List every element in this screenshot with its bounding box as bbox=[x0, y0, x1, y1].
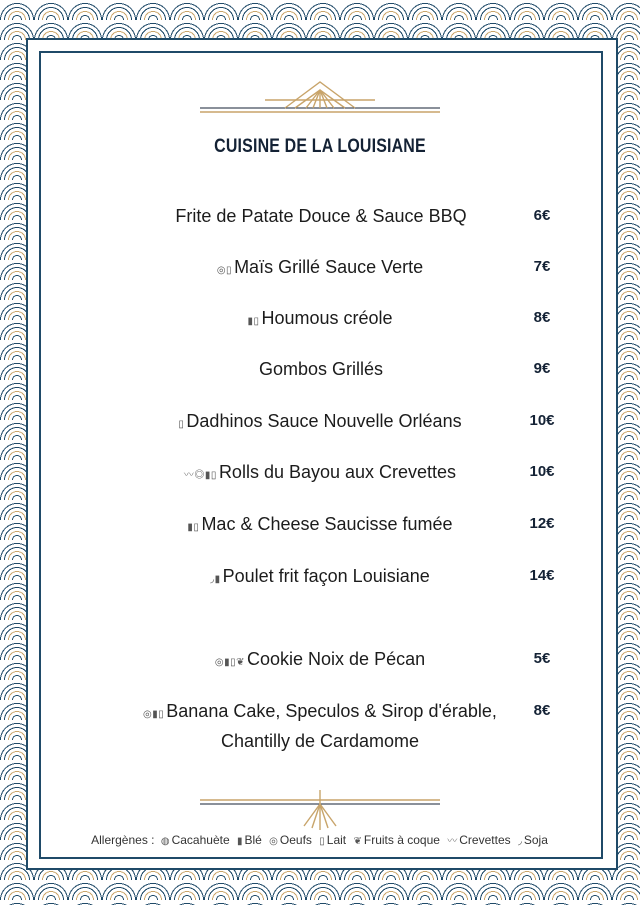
item-name: ▯ Dadhinos Sauce Nouvelle Orléans bbox=[178, 411, 462, 431]
menu-item bbox=[0, 563, 640, 593]
item-name: 〰◎▮▯ Rolls du Bayou aux Crevettes bbox=[183, 462, 457, 482]
allergen-peanut: ◍ Cacahuète bbox=[160, 833, 230, 847]
allergen-icons: 〰◎▮▯ bbox=[183, 470, 217, 481]
allergen-icons: ▮▯ bbox=[247, 316, 260, 327]
top-ornament bbox=[200, 78, 440, 120]
allergen-icons: ▯ bbox=[178, 419, 185, 430]
item-price: 8€ bbox=[533, 309, 551, 326]
menu-item bbox=[0, 511, 640, 541]
allergen-icons: ◎▯ bbox=[216, 265, 233, 276]
menu-item bbox=[0, 305, 640, 335]
item-name: ◎▯ Maïs Grillé Sauce Verte bbox=[216, 257, 424, 277]
soy-icon: ◞ bbox=[517, 836, 522, 847]
shrimp-icon: 〰 bbox=[447, 836, 458, 847]
nut-icon: ❦ bbox=[353, 836, 362, 847]
item-name-line2: Chantilly de Cardamome bbox=[220, 731, 420, 751]
item-price: 10€ bbox=[529, 412, 555, 429]
item-name: ◞▮ Poulet frit façon Louisiane bbox=[210, 566, 430, 586]
dessert-item bbox=[0, 646, 640, 676]
item-price: 12€ bbox=[529, 515, 555, 532]
menu-item bbox=[0, 356, 640, 386]
menu-item bbox=[0, 459, 640, 489]
item-price: 9€ bbox=[533, 360, 551, 377]
milk-icon: ▯ bbox=[319, 836, 325, 847]
item-price: 5€ bbox=[533, 650, 551, 667]
item-price: 6€ bbox=[533, 207, 551, 224]
item-price: 7€ bbox=[533, 258, 551, 275]
menu-item bbox=[0, 203, 640, 233]
item-name: ◎▮▯❦ Cookie Noix de Pécan bbox=[214, 649, 426, 669]
item-name: ▮▯ Houmous créole bbox=[247, 308, 393, 328]
allergen-egg: ◎ Oeufs bbox=[269, 833, 312, 847]
allergen-shrimp: 〰 Crevettes bbox=[447, 833, 511, 847]
item-name: ◎▮▯ Banana Cake, Speculos & Sirop d'érable, Chantilly de Cardamome bbox=[95, 698, 545, 754]
menu-item bbox=[0, 408, 640, 438]
section-title: CUISINE DE LA LOUISIANE bbox=[214, 136, 426, 157]
egg-icon: ◎ bbox=[269, 836, 278, 847]
allergen-icons: ◎▮▯❦ bbox=[214, 657, 245, 668]
item-price: 14€ bbox=[529, 567, 555, 584]
bottom-ornament bbox=[200, 788, 440, 832]
allergen-nuts: ❦ Fruits à coque bbox=[353, 833, 440, 847]
item-name: Frite de Patate Douce & Sauce BBQ bbox=[175, 206, 467, 226]
wheat-icon: ▮ bbox=[236, 836, 243, 847]
dessert-item bbox=[0, 698, 640, 752]
menu-item bbox=[0, 254, 640, 284]
allergen-legend-label: Allergènes : bbox=[91, 833, 155, 847]
allergen-wheat: ▮ Blé bbox=[236, 833, 262, 847]
item-price: 8€ bbox=[533, 702, 551, 719]
item-price: 10€ bbox=[529, 463, 555, 480]
peanut-icon: ◍ bbox=[160, 836, 170, 847]
allergen-icons: ◎▮▯ bbox=[143, 709, 165, 720]
item-name: ▮▯ Mac & Cheese Saucisse fumée bbox=[187, 514, 453, 534]
allergen-milk: ▯ Lait bbox=[319, 833, 347, 847]
allergen-legend bbox=[60, 832, 580, 847]
allergen-icons: ▮▯ bbox=[187, 522, 200, 533]
allergen-soy: ◞ Soja bbox=[517, 833, 548, 847]
allergen-icons: ◞▮ bbox=[210, 574, 221, 585]
item-name: Gombos Grillés bbox=[258, 359, 384, 379]
